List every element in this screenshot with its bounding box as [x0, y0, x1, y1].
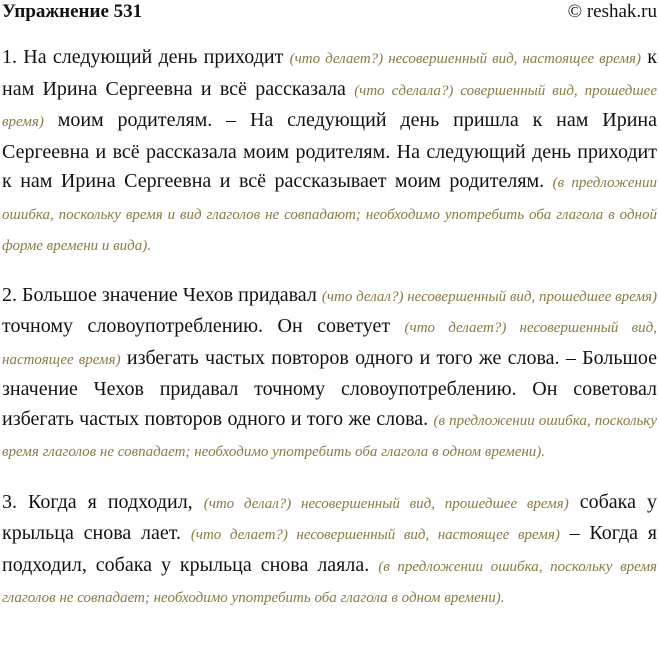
- sentence-text: – Когда я подходил, собака у крыльца снова лаяла.: [2, 522, 657, 576]
- sentence-text: 3. Когда я подходил,: [2, 490, 204, 513]
- error-explanation: (в предложении ошибка, поскольку время и вид глаголов не совпадают; необходимо употребить оба глагола в одной форме времени и вида).: [2, 175, 657, 254]
- sentence-text: моим родителям. – На следующий день пришла к нам Ирина Сергеевна и всё рассказала моим родителям. На следующий день приходит к нам Ирина Сергеевна и всё рассказывает моим родителям.: [2, 109, 657, 192]
- error-explanation: (в предложении ошибка, поскольку время глаголов не совпадает; необходимо употребить оба глагола в одном времени).: [2, 412, 657, 460]
- header: [2, 0, 657, 24]
- site-watermark: © reshak.ru: [567, 1, 657, 22]
- paragraph-1: [2, 43, 657, 262]
- sentence-text: точному словоупотреблению. Он советует: [2, 315, 405, 337]
- sentence-text: избегать частых повторов одного и того же слова. – Большое значение Чехов придавал точному словоупотреблению. Он советовал избегать частых повторов одного и того же слова.: [2, 346, 657, 430]
- paragraph-3: [2, 488, 657, 614]
- sentence-text: 2. Большое значение Чехов придавал: [2, 283, 322, 306]
- exercise-title: Упражнение 531: [2, 1, 143, 22]
- grammar-note: (что делал?) несовершенный вид, прошедшее время): [203, 495, 569, 512]
- grammar-note: (что делает?) несовершенный вид, настоящее время): [190, 527, 560, 543]
- error-explanation: (в предложении ошибка, поскольку время глаголов не совпадает; необходимо употребить оба глагола в одном времени).: [2, 558, 657, 606]
- paragraph-2: [2, 281, 657, 468]
- grammar-note: (что делал?) несовершенный вид, прошедшее время): [321, 288, 657, 305]
- grammar-note: (что делает?) несовершенный вид, настоящее время): [2, 320, 657, 368]
- grammar-note: (что делает?) несовершенный вид, настоящее время): [289, 51, 642, 67]
- sentence-text: собака у крыльца снова лает.: [2, 490, 657, 544]
- sentence-text: 1. На следующий день приходит: [2, 46, 290, 68]
- sentence-text: к нам Ирина Сергеевна и всё рассказала: [2, 46, 657, 100]
- grammar-note: (что сделала?) совершенный вид, прошедшее время): [2, 82, 657, 130]
